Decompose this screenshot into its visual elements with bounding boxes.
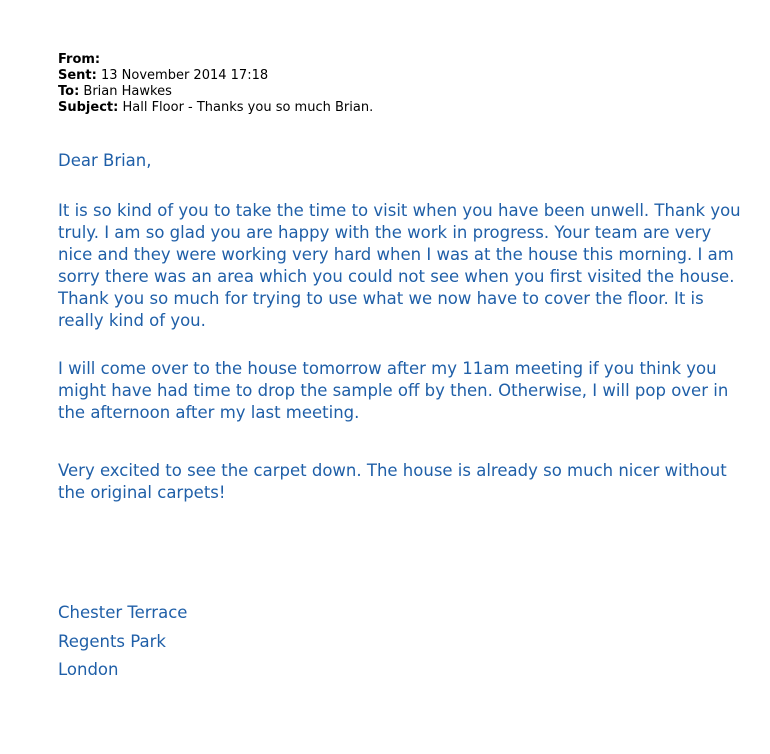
sent-label: Sent: <box>58 68 97 83</box>
to-row <box>58 84 748 100</box>
email-body <box>58 150 748 685</box>
subject-label: Subject: <box>58 100 119 115</box>
greeting: Dear Brian, <box>58 151 152 170</box>
to-label: To: <box>58 84 80 99</box>
from-label: From: <box>58 52 101 67</box>
signature-block <box>58 599 748 685</box>
subject-value: Hall Floor - Thanks you so much Brian. <box>122 100 374 115</box>
from-row <box>58 52 748 68</box>
body-paragraph-2: I will come over to the house tomorrow after my 11am meeting if you think you might have had time to drop the sample off by then. Otherwise, I will pop over in the afternoon after my last meeting. <box>58 359 729 422</box>
sent-value: 13 November 2014 17:18 <box>101 68 269 83</box>
body-paragraph-1: It is so kind of you to take the time to visit when you have been unwell. Thank you truly. I am so glad you are happy with the work in progress. Your team are very nice and they were working very hard when I was at the house this morning. I am sorry there was an area which you could not see when you first visited the house. Thank you so much for trying to use what we now have to cover the floor. It is really kind of you. <box>58 201 741 330</box>
signature-line-3: London <box>58 660 119 679</box>
subject-row <box>58 100 748 116</box>
email-header <box>58 52 748 116</box>
sent-row <box>58 68 748 84</box>
to-value: Brian Hawkes <box>83 84 172 99</box>
email-message <box>58 52 748 685</box>
body-paragraph-3: Very excited to see the carpet down. The house is already so much nicer without the original carpets! <box>58 461 727 502</box>
signature-line-1: Chester Terrace <box>58 603 188 622</box>
signature-line-2: Regents Park <box>58 631 166 651</box>
